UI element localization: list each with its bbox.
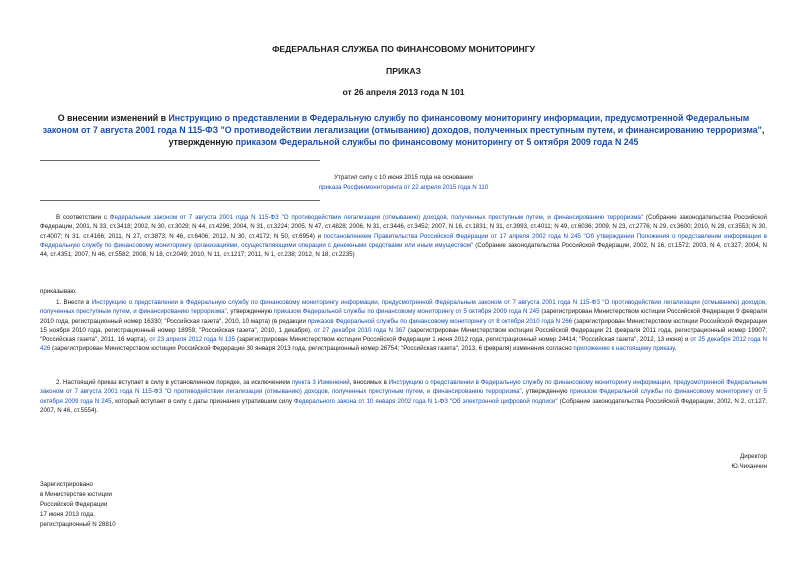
paragraph-item-1 <box>40 298 767 354</box>
paragraph-text: (Собрание законодательства Российской Федерации, 2002, N 16, ст.1572; 2003, N 4, ст.327; 2004, N 44, ст.4351; 2007, N 46, ст.5582; 2008, N 18, ст.2049; 2010, N 11, ст.1217; 2011, N 1, ст.238; 2012, N 18, ст.2235) <box>40 241 767 259</box>
document-type-heading: ПРИКАЗ <box>386 66 421 76</box>
link-federal-law-115[interactable]: Федеральным законом от 7 августа 2001 года N 115-ФЗ "О противодействии легализации (отмыванию) доходов, полученных преступным путем, и финансированию терроризма" <box>109 214 644 221</box>
paragraph-text: , утвержденную <box>521 388 570 396</box>
link-instruction[interactable]: Инструкцию о представлении в Федеральную службу по финансовому мониторингу информации, предусмотренной Федеральным законом от 7 августа 2001 года N 115-ФЗ "О противодействии легализации (отмыванию) доходов, полученных преступным путем, и финансированию терроризма" <box>40 379 767 396</box>
paragraph-order-word: приказываю: <box>40 288 77 295</box>
paragraph-text: , вносимых в <box>349 379 389 386</box>
paragraph-text: 1. Внести в <box>56 299 92 306</box>
signature-position: Директор <box>740 453 767 460</box>
registration-line: в Министерстве юстиции <box>40 491 113 498</box>
title-link-order-245[interactable]: приказом Федеральной службы по финансовому мониторингу от 5 октября 2009 года N 245 <box>235 137 639 147</box>
link-government-resolution-245[interactable]: постановлением Правительства Российской Федерации от 17 апреля 2002 года N 245 "Об утверждении Положения о представлении информации в Федеральную службу по финансовому мониторингу организациями, осуществляющими операции с денежными средствами или иным имуществом" <box>40 232 767 249</box>
title-text: , утвержденную <box>168 125 765 147</box>
document-title <box>40 112 767 148</box>
signature-name: Ю.Чиханчин <box>731 463 767 470</box>
link-item-3-changes[interactable]: пункта 3 Изменений <box>291 379 350 386</box>
paragraph-text: (Собрание законодательства Российской Федерации, 2001, N 33, ст.3418; 2002, N 30, ст.3029; N 44, ст.4296; 2004, N 31, ст.3224; 2005, N 47, ст.4828; 2006, N 31, ст.3446, ст.3452; 2007, N 16, ст.1831; N 31, ст.3993, ст.4011; N 49, ст.6036; 2009, N 23, ст.2776; N 29, ст.3600; 2010, N 28, ст.3553; N 30, ст.4007; N 31, ст.4166; 2011, N 27, ст.3873; N 46, ст.6406; 2012, N 30, ст.4172; N 50, ст.6954) и <box>40 214 767 240</box>
link-order-135[interactable]: от 23 апреля 2012 года N 135 <box>149 336 236 344</box>
paragraph-text: (зарегистрирован Министерством юстиции Российской Федерации 21 февраля 2011 года, регистрационный номер 19907; "Российская газета", 2011, 16 марта), <box>40 326 767 344</box>
paragraph-text: (зарегистрирован Министерством юстиции Российской Федерации 15 ноября 2010 года, регистрационный номер 18959; "Российская газета", 2010, 1 декабря), <box>40 317 768 334</box>
paragraph-text: , утвержденную <box>226 308 274 316</box>
link-order-245[interactable]: приказом Федеральной службы по финансовому мониторингу от 5 октября 2009 года N 245 <box>40 388 767 405</box>
paragraph-text: В соответствии с <box>56 214 110 221</box>
paragraph-item-2 <box>40 378 767 415</box>
link-order-245[interactable]: приказом Федеральной службы по финансовому мониторингу от 5 октября 2009 года N 245 <box>273 308 540 316</box>
registration-line: регистрационный N 28810 <box>40 521 116 528</box>
paragraph-text: (зарегистрирован Министерством юстиции Российской Федерации 9 февраля 2010 года, регистрационный номер 16330; "Российская газета", 2010, 10 марта) (в редакции <box>40 308 768 325</box>
paragraph-preamble <box>40 213 767 259</box>
paragraph-text: (Собрание законодательства Российской Федерации, 2002, N 2, ст.127; 2007, N 46, ст.5554). <box>40 397 767 414</box>
paragraph-text: 2. Настоящий приказ вступает в силу в установленном порядке, за исключением <box>56 379 292 386</box>
divider-bottom <box>40 200 320 201</box>
link-federal-law-1fz[interactable]: Федерального закона от 10 января 2002 года N 1-ФЗ "Об электронной цифровой подписи" <box>293 397 558 405</box>
agency-heading: ФЕДЕРАЛЬНАЯ СЛУЖБА ПО ФИНАНСОВОМУ МОНИТОРИНГУ <box>272 44 535 54</box>
registration-line: 17 июня 2013 года, <box>40 511 95 518</box>
link-appendix[interactable]: приложению к настоящему приказу <box>573 345 675 353</box>
expiration-note <box>0 173 807 193</box>
paragraph-text: . <box>674 345 677 353</box>
title-link-instruction[interactable]: Инструкцию о представлении в Федеральную службу по финансовому мониторингу информации, предусмотренной Федеральным законом от 7 августа 2001 года N 115-ФЗ "О противодействии легализации (отмыванию) доходов, полученных преступным путем, и финансированию терроризма" <box>42 113 762 135</box>
expiration-note-text: Утратил силу с 10 июня 2015 года на основании <box>334 174 473 181</box>
registration-line: Российской Федерации <box>40 501 108 508</box>
link-order-426[interactable]: от 25 декабря 2012 года N 426 <box>40 336 767 353</box>
link-order-266[interactable]: приказов Федеральной службы по финансовому мониторингу от 8 октября 2010 года N 266 <box>307 317 573 325</box>
expiration-note-link[interactable]: приказа Росфинмониторинга от 22 апреля 2015 года N 110 <box>318 184 489 191</box>
paragraph-text: , который вступает в силу с даты признания утратившим силу <box>111 397 294 405</box>
document-date-number: от 26 апреля 2013 года N 101 <box>342 87 465 97</box>
divider-top <box>40 160 320 161</box>
link-instruction[interactable]: Инструкцию о представлении в Федеральную службу по финансовому мониторингу информации, предусмотренной Федеральным законом от 7 августа 2001 года N 115-ФЗ "О противодействии легализации (отмыванию) доходов, полученных преступным путем, и финансированию терроризма" <box>40 299 767 316</box>
link-order-367[interactable]: от 27 декабря 2010 года N 367 <box>314 326 406 334</box>
paragraph-text: (зарегистрирован Министерством юстиции Российской Федерации 30 января 2013 года, регистрационный номер 26754; "Российская газета", 2013, 6 февраля) изменения согласно <box>50 345 574 353</box>
title-text: О внесении изменений в <box>57 113 169 123</box>
registration-line: Зарегистрировано <box>40 481 93 488</box>
paragraph-text: (зарегистрирован Министерством юстиции Российской Федерации 1 июня 2012 года, регистрационный номер 24414; "Российская газета", 2012, 13 июня) и <box>235 336 691 344</box>
